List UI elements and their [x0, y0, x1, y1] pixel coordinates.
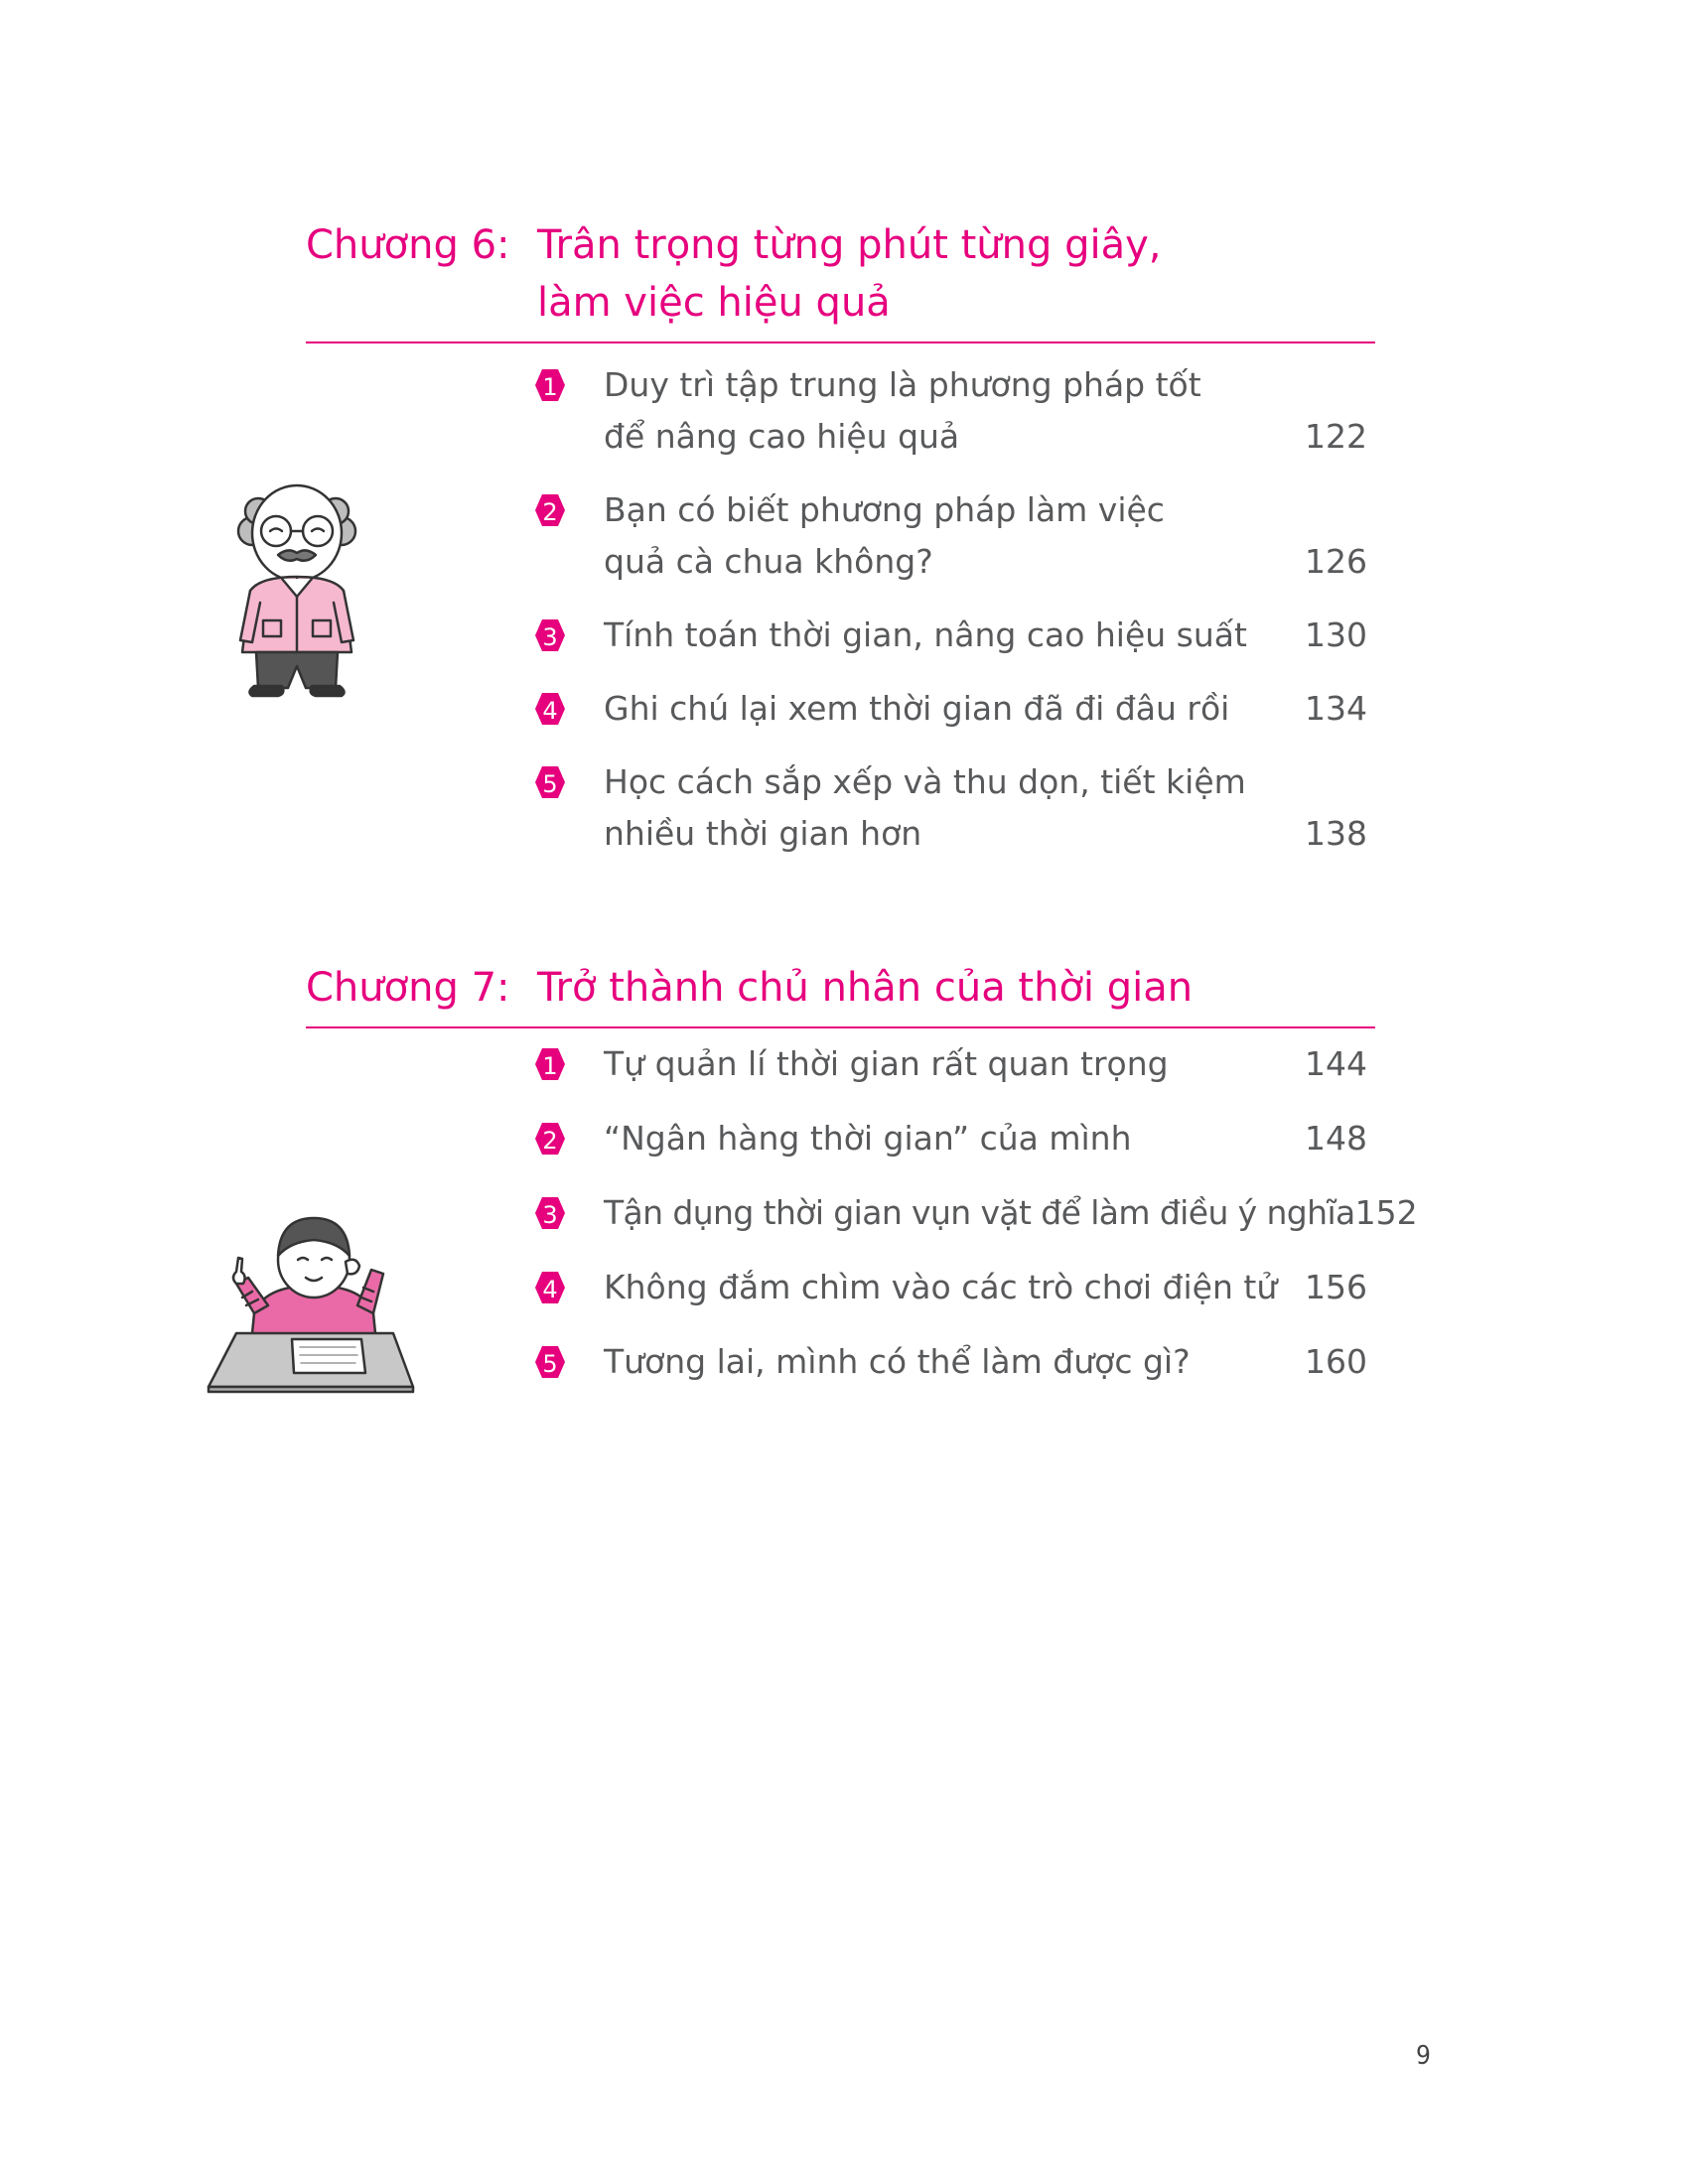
chapter-divider [306, 341, 1375, 343]
entry-title-line: nhiều thời gian hơn [604, 814, 922, 853]
chapter-number: Chương 7: [306, 965, 510, 1011]
entry-title [604, 1113, 1268, 1164]
toc-entry[interactable] [534, 1336, 1375, 1388]
badge-number: 3 [542, 623, 558, 651]
chapter-7-section [306, 959, 1418, 1411]
hexagon-number-badge [534, 618, 566, 652]
entry-page-number: 156 [1305, 1268, 1367, 1306]
entry-title-line: Tương lai, mình có thể làm được gì? [604, 1342, 1191, 1381]
hexagon-number-badge [534, 765, 566, 799]
hexagon-number-badge [534, 1122, 566, 1156]
entry-title-line: quả cà chua không? [604, 542, 933, 581]
toc-entry[interactable] [534, 610, 1375, 661]
hexagon-number-badge [534, 1271, 566, 1304]
toc-entry[interactable] [534, 1187, 1418, 1239]
chapter-number: Chương 6: [306, 222, 510, 268]
chapter-heading [306, 216, 1375, 332]
badge-number: 5 [542, 1350, 558, 1378]
entry-title-line: Tính toán thời gian, nâng cao hiệu suất [604, 615, 1247, 654]
entry-page-number: 152 [1354, 1193, 1418, 1232]
entry-title [604, 484, 1268, 588]
entry-page-number: 126 [1305, 542, 1367, 581]
entry-title [604, 359, 1268, 463]
entry-page-number: 138 [1305, 814, 1367, 853]
chapter-title-line: làm việc hiệu quả [537, 280, 891, 326]
badge-number: 3 [542, 1201, 558, 1229]
entry-title-line: Học cách sắp xếp và thu dọn, tiết kiệm [604, 762, 1246, 801]
toc-entry[interactable] [534, 683, 1375, 735]
entry-page-number: 122 [1305, 417, 1367, 456]
entry-title-line: để nâng cao hiệu quả [604, 417, 960, 456]
entry-page-number: 148 [1305, 1119, 1367, 1158]
entry-page-number: 134 [1305, 689, 1367, 728]
entry-title-line: Tự quản lí thời gian rất quan trọng [604, 1044, 1169, 1083]
student-at-desk-illustration [207, 1196, 420, 1395]
hexagon-number-badge [534, 1345, 566, 1379]
entry-title [604, 756, 1268, 860]
entry-title [604, 610, 1268, 661]
entry-title-line: Ghi chú lại xem thời gian đã đi đâu rồi [604, 689, 1230, 728]
toc-entry[interactable] [534, 1038, 1375, 1090]
entry-title-line: Tận dụng thời gian vụn vặt để làm điều ý nghĩa [604, 1193, 1355, 1232]
badge-number: 2 [542, 498, 558, 526]
entry-page-number: 160 [1305, 1342, 1367, 1381]
badge-number: 2 [542, 1127, 558, 1155]
grandpa-illustration [230, 472, 369, 705]
hexagon-number-badge [534, 493, 566, 527]
chapter-heading [306, 959, 1375, 1017]
toc-entry[interactable] [534, 1262, 1375, 1313]
entry-title [604, 1038, 1268, 1090]
badge-number: 5 [542, 770, 558, 798]
hexagon-number-badge [534, 1047, 566, 1081]
entry-title-line: Duy trì tập trung là phương pháp tốt [604, 365, 1201, 404]
entry-page-number: 144 [1305, 1044, 1367, 1083]
entry-title-line: Bạn có biết phương pháp làm việc [604, 490, 1165, 529]
toc-entry[interactable] [534, 1113, 1375, 1164]
toc-list [534, 1038, 1418, 1388]
chapter-title [537, 959, 1375, 1017]
badge-number: 4 [542, 1276, 558, 1303]
hexagon-number-badge [534, 1196, 566, 1230]
chapter-title [537, 216, 1375, 332]
badge-number: 4 [542, 697, 558, 725]
badge-number: 1 [542, 1052, 558, 1080]
chapter-divider [306, 1026, 1375, 1028]
entry-title [604, 1262, 1277, 1313]
entry-page-number: 130 [1305, 615, 1367, 654]
toc-list [534, 359, 1375, 860]
chapter-title-line: Trân trọng từng phút từng giây, [537, 222, 1162, 268]
toc-entry[interactable] [534, 484, 1375, 588]
entry-title-line: Không đắm chìm vào các trò chơi điện tử [604, 1268, 1278, 1306]
entry-title-line: “Ngân hàng thời gian” của mình [604, 1119, 1132, 1158]
hexagon-number-badge [534, 368, 566, 402]
badge-number: 1 [542, 373, 558, 401]
entry-title [604, 1336, 1268, 1388]
entry-title [604, 1187, 1355, 1239]
chapter-title-line: Trở thành chủ nhân của thời gian [537, 965, 1194, 1011]
chapter-6-section [306, 216, 1375, 882]
page-number-folio: 9 [1416, 2041, 1431, 2071]
hexagon-number-badge [534, 692, 566, 726]
entry-title [604, 683, 1268, 735]
toc-entry[interactable] [534, 359, 1375, 463]
toc-entry[interactable] [534, 756, 1375, 860]
